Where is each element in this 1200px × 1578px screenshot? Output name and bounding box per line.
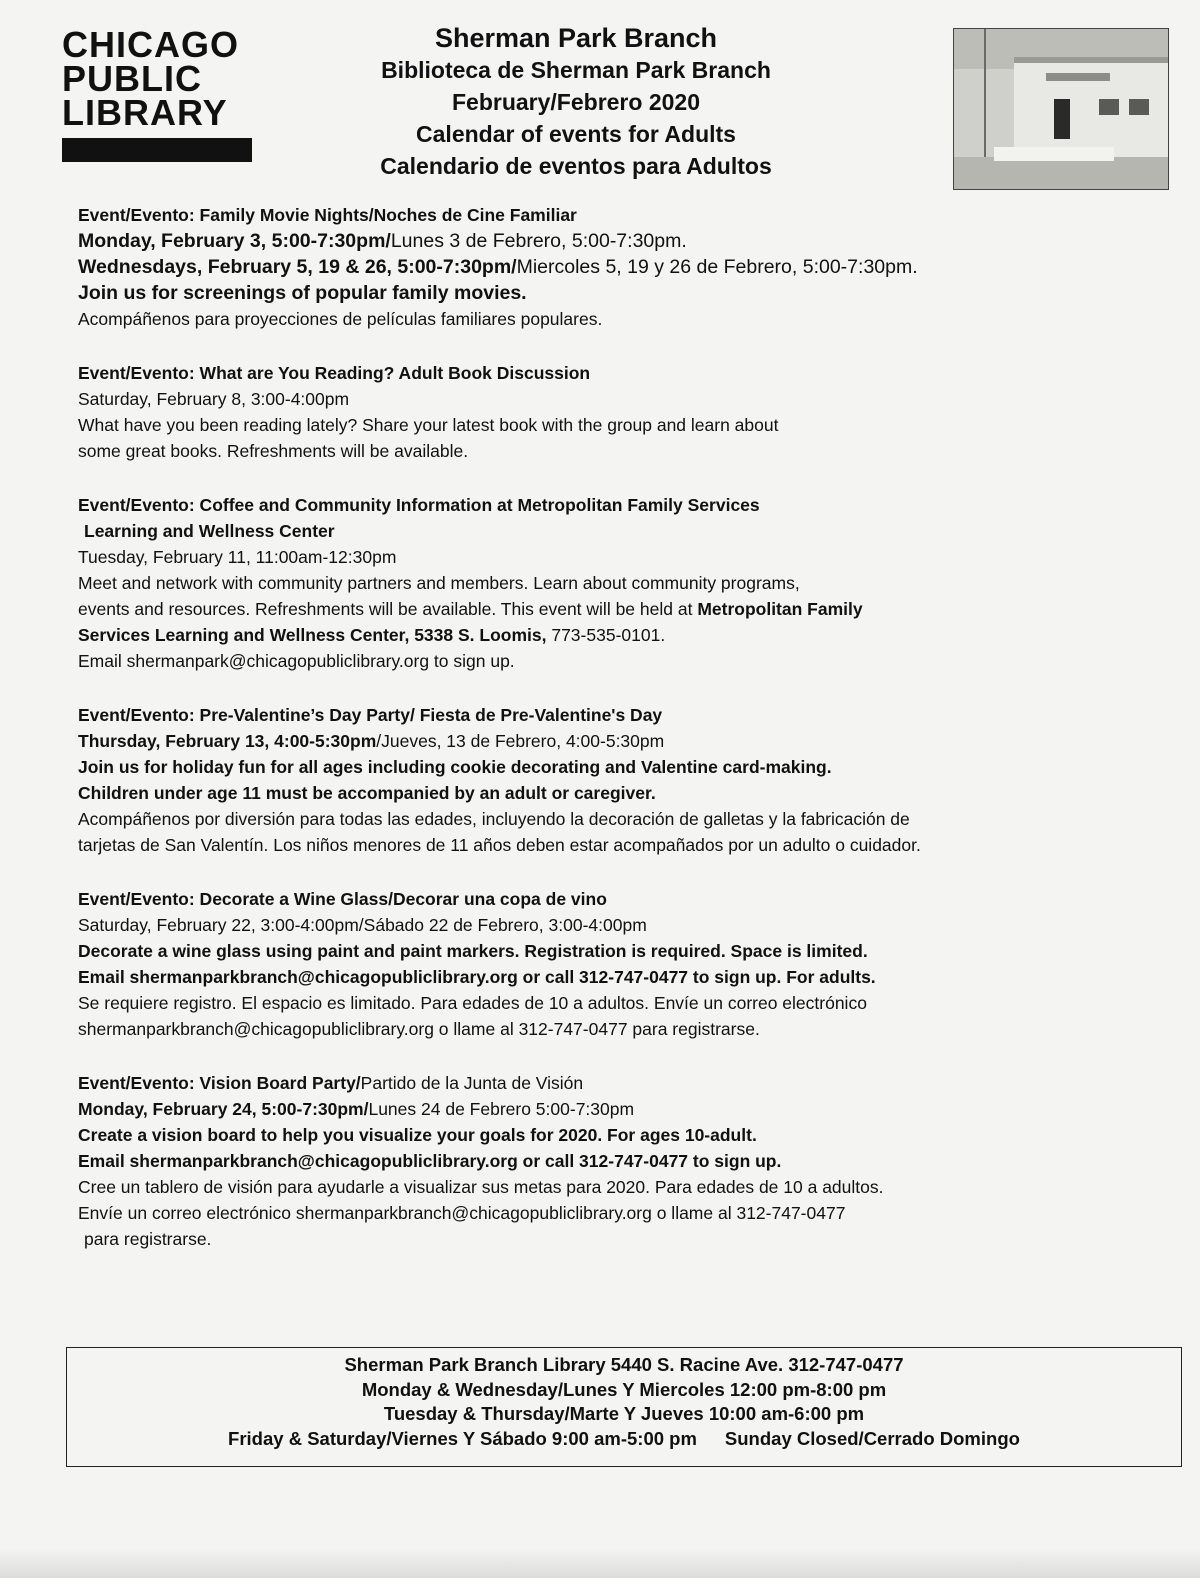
branch-subtitle: Biblioteca de Sherman Park Branch	[381, 57, 771, 83]
event-pre-valentines	[78, 702, 1178, 858]
branch-address: Sherman Park Branch Library 5440 S. Racine Ave. 312-747-0477	[344, 1354, 904, 1375]
event-date-bold: Wednesdays, February 5, 19 & 26, 5:00-7:30pm/	[78, 256, 517, 278]
branch-info-box	[66, 1347, 1182, 1467]
event-phone: 773-535-0101.	[546, 625, 666, 645]
event-title: Event/Evento: Pre-Valentine’s Day Party/ Fiesta de Pre-Valentine's Day	[78, 705, 663, 725]
chicago-public-library-logo	[62, 24, 267, 162]
month-heading: February/Febrero 2020	[451, 89, 700, 115]
event-title: Event/Evento: Vision Board Party/	[78, 1073, 361, 1093]
hours-mon-wed: Monday & Wednesday/Lunes Y Miercoles 12:00 pm-8:00 pm	[361, 1378, 887, 1400]
event-signup: Email shermanpark@chicagopubliclibrary.org to sign up.	[78, 651, 515, 671]
logo-bar	[62, 138, 252, 162]
event-title: Event/Evento: Decorate a Wine Glass/Decorar una copa de vino	[78, 889, 607, 909]
hours-fri-sat: Friday & Saturday/Viernes Y Sábado 9:00 am-5:00 pm	[228, 1427, 697, 1449]
logo-line-2: PUBLIC	[62, 58, 202, 99]
calendar-heading-es: Calendario de eventos para Adultos	[380, 153, 772, 179]
event-description: Children under age 11 must be accompanied by an adult or caregiver.	[78, 783, 656, 803]
event-description-es: shermanparkbranch@chicagopubliclibrary.org o llame al 312-747-0477 para registrarse.	[78, 1019, 760, 1039]
logo-line-3: LIBRARY	[62, 92, 228, 133]
event-description: Create a vision board to help you visualize your goals for 2020. For ages 10-adult.	[78, 1125, 757, 1145]
event-title: Event/Evento: Family Movie Nights/Noches de Cine Familiar	[78, 205, 577, 225]
event-date: Saturday, February 8, 3:00-4:00pm	[78, 389, 350, 409]
event-description-es: para registrarse.	[84, 1229, 212, 1249]
event-location: Metropolitan Family	[697, 599, 863, 619]
event-description: Meet and network with community partners and members. Learn about community programs,	[78, 573, 800, 593]
event-family-movie-nights	[78, 202, 1178, 332]
event-wine-glass	[78, 886, 1178, 1042]
event-description: What have you been reading lately? Share your latest book with the group and learn about	[78, 415, 779, 435]
hours-tue-thu: Tuesday & Thursday/Marte Y Jueves 10:00 am-6:00 pm	[383, 1403, 865, 1424]
event-signup: Email shermanparkbranch@chicagopubliclibrary.org or call 312-747-0477 to sign up.	[78, 1151, 782, 1171]
event-signup: Email shermanparkbranch@chicagopubliclibrary.org or call 312-747-0477 to sign up. For adults.	[78, 967, 876, 987]
event-description-es: Cree un tablero de visión para ayudarle a visualizar sus metas para 2020. Para edades de 10 a adultos.	[78, 1177, 884, 1197]
event-date-bold: Monday, February 3, 5:00-7:30pm/	[78, 230, 391, 252]
event-description-es: Envíe un correo electrónico shermanparkbranch@chicagopubliclibrary.org o llame al 312-747-0477	[78, 1203, 846, 1223]
event-date-rest: Miercoles 5, 19 y 26 de Febrero, 5:00-7:30pm.	[516, 256, 918, 278]
event-description-es: tarjetas de San Valentín. Los niños menores de 11 años deben estar acompañados por un adulto o cuidador.	[78, 835, 921, 855]
branch-title: Sherman Park Branch	[434, 23, 718, 53]
event-description: Join us for holiday fun for all ages including cookie decorating and Valentine card-making.	[78, 757, 832, 777]
events-list	[78, 202, 1178, 1275]
event-date-bold: Thursday, February 13, 4:00-5:30pm	[78, 731, 377, 751]
logo-line-1: CHICAGO	[62, 24, 239, 65]
event-date-rest: Lunes 3 de Febrero, 5:00-7:30pm.	[390, 230, 687, 252]
event-description-es: Se requiere registro. El espacio es limitado. Para edades de 10 a adultos. Envíe un correo electrónico	[78, 993, 867, 1013]
calendar-heading-en: Calendar of events for Adults	[416, 121, 736, 147]
event-title-cont: Learning and Wellness Center	[84, 521, 335, 541]
branch-building-photo	[953, 28, 1169, 190]
event-description-es: Acompáñenos por diversión para todas las edades, incluyendo la decoración de galletas y la fabricación de	[78, 809, 910, 829]
hours-sunday: Sunday Closed/Cerrado Domingo	[724, 1427, 1020, 1449]
event-date: Tuesday, February 11, 11:00am-12:30pm	[78, 547, 397, 567]
event-coffee-community	[78, 492, 1178, 674]
event-description: some great books. Refreshments will be available.	[78, 441, 469, 461]
event-title: Event/Evento: What are You Reading? Adult Book Discussion	[78, 363, 591, 383]
event-date: Saturday, February 22, 3:00-4:00pm/Sábado 22 de Febrero, 3:00-4:00pm	[78, 915, 647, 935]
event-title-es: Partido de la Junta de Visión	[360, 1073, 584, 1093]
event-title: Event/Evento: Coffee and Community Information at Metropolitan Family Services	[78, 495, 760, 515]
event-date-rest: Lunes 24 de Febrero 5:00-7:30pm	[368, 1099, 635, 1119]
event-location: Services Learning and Wellness Center, 5338 S. Loomis,	[78, 625, 547, 645]
event-date-bold: Monday, February 24, 5:00-7:30pm/	[78, 1099, 369, 1119]
event-description: events and resources. Refreshments will be available. This event will be held at	[78, 599, 698, 619]
event-description-es: Acompáñenos para proyecciones de películas familiares populares.	[78, 309, 603, 329]
event-date-rest: /Jueves, 13 de Febrero, 4:00-5:30pm	[376, 731, 665, 751]
event-description: Decorate a wine glass using paint and paint markers. Registration is required. Space is limited.	[78, 941, 868, 961]
event-book-discussion	[78, 360, 1178, 464]
building-illustration	[954, 29, 1168, 189]
scan-edge	[0, 1548, 1200, 1578]
event-vision-board	[78, 1070, 1178, 1252]
page-header	[300, 22, 852, 182]
event-description: Join us for screenings of popular family movies.	[78, 282, 527, 304]
